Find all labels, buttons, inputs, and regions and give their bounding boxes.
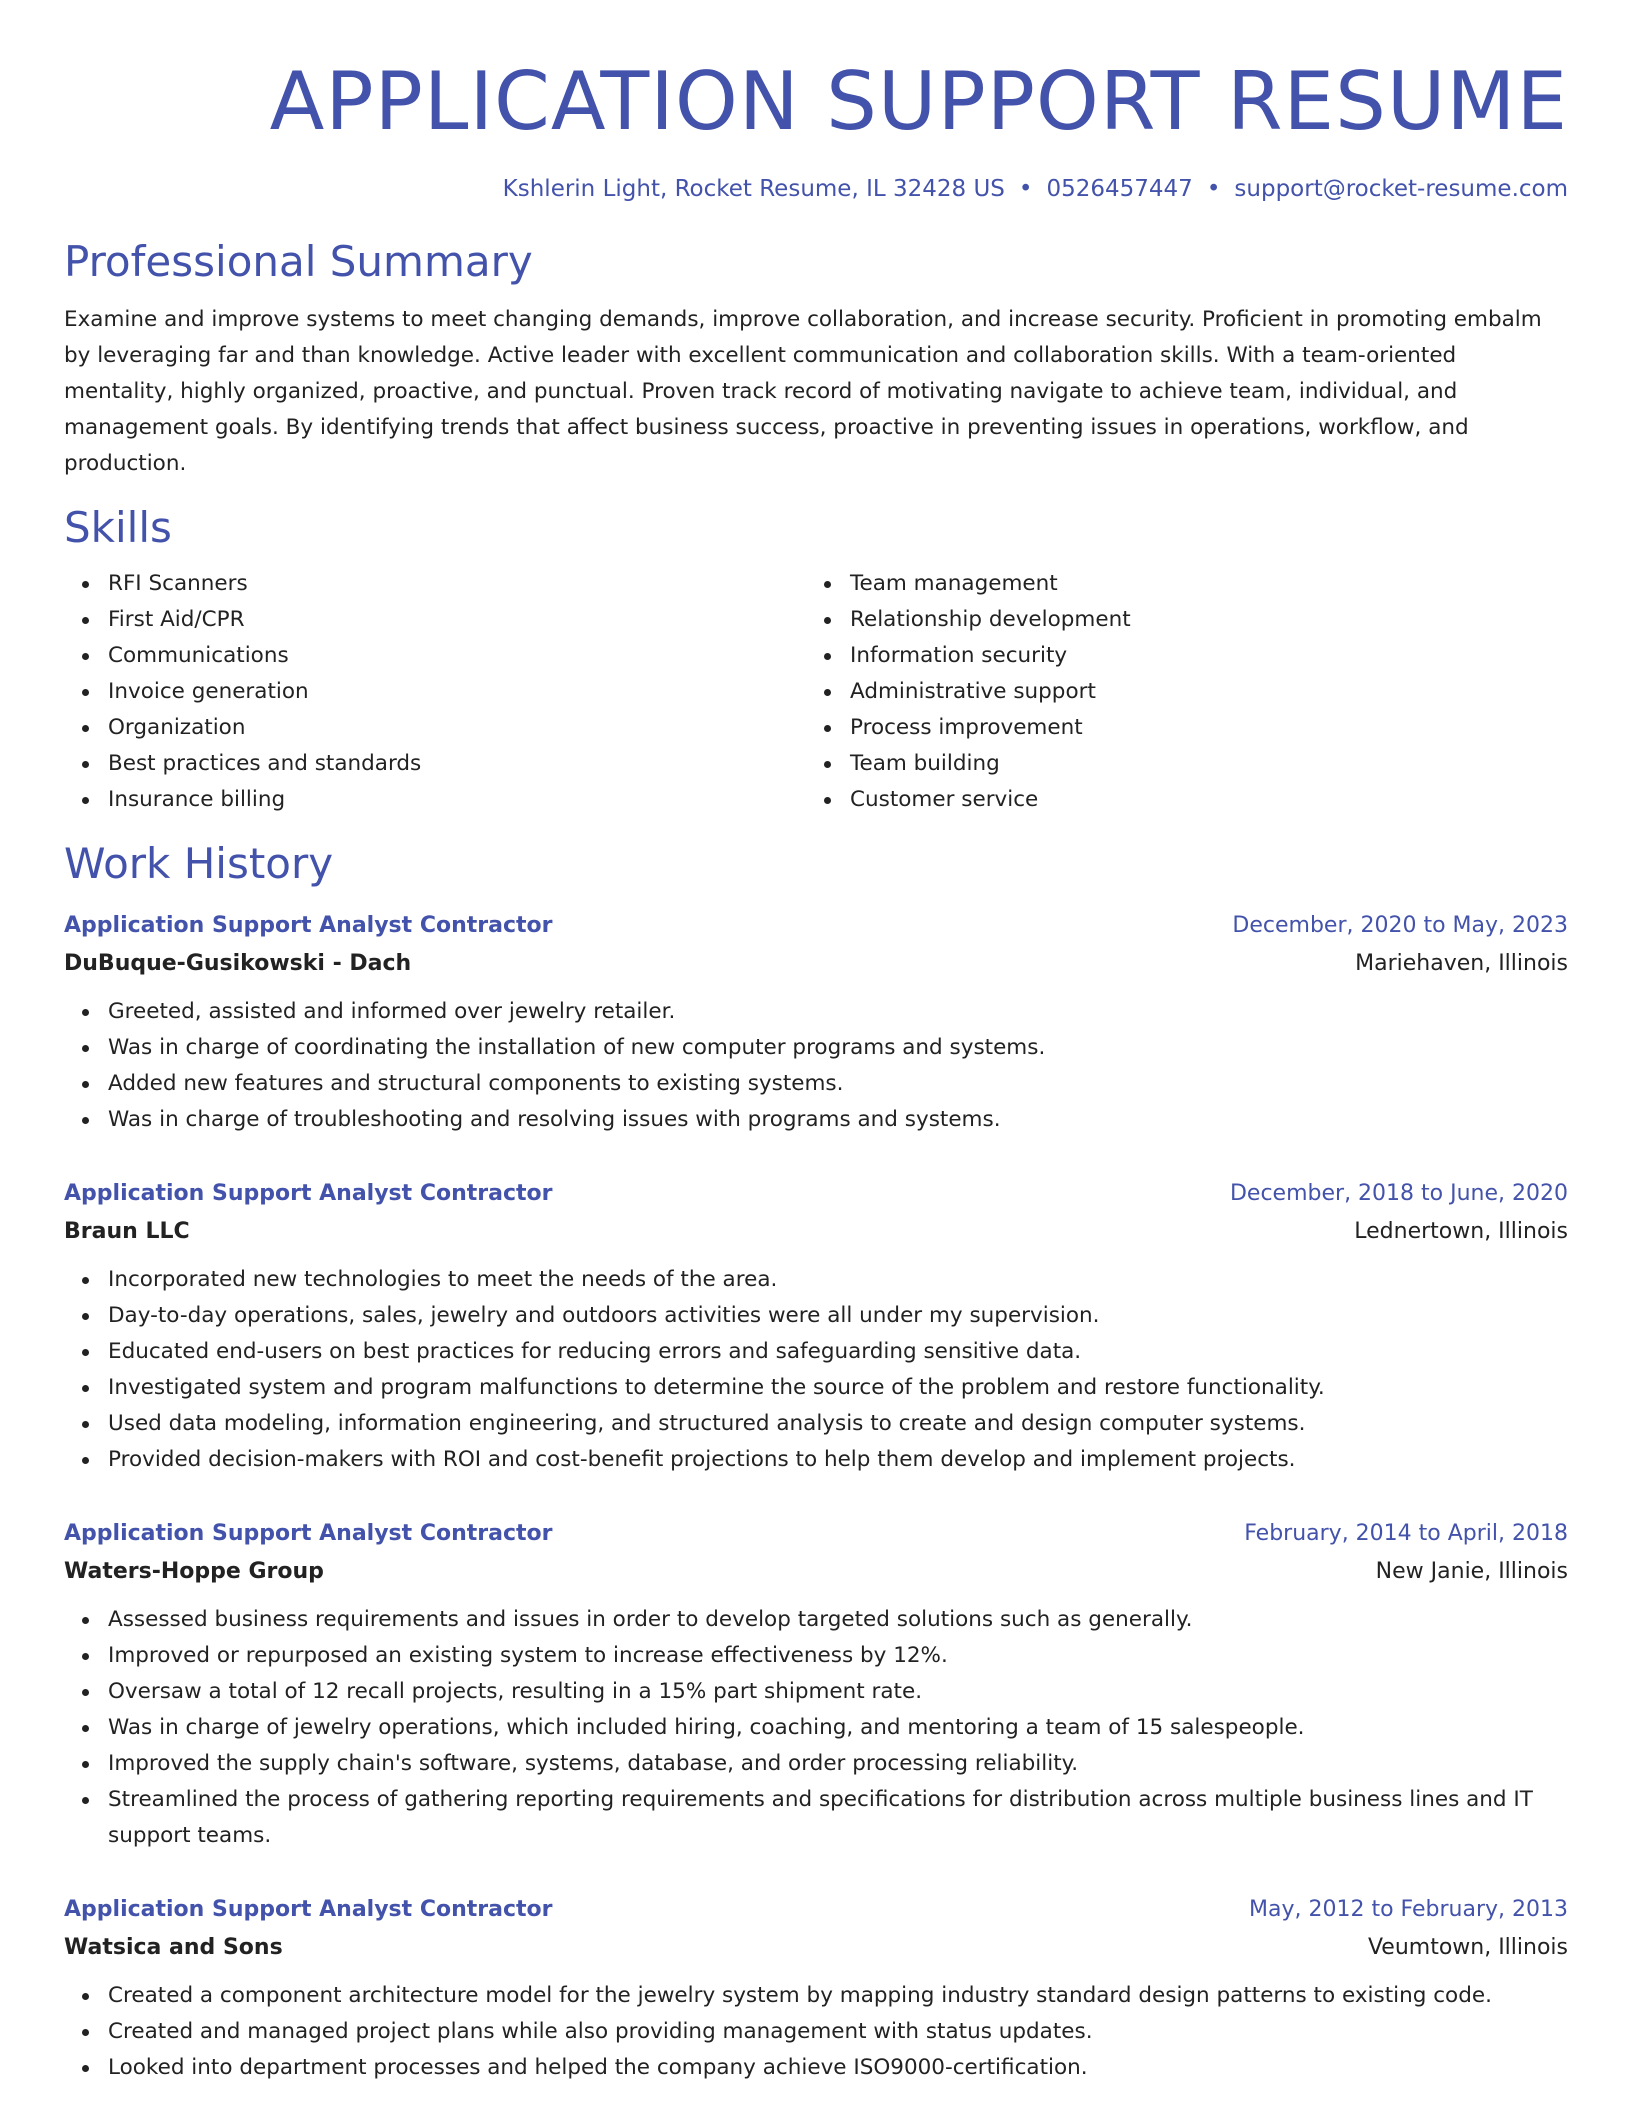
job-bullet: Added new features and structural components to existing systems.: [108, 1066, 1568, 1102]
skills-column-right: [806, 566, 1548, 818]
job-bullet: Was in charge of coordinating the installation of new computer programs and systems.: [108, 1030, 1568, 1066]
skill-item: Organization: [108, 710, 806, 746]
job-location: New Janie, Illinois: [1375, 1559, 1568, 1584]
job-bullets: [64, 1262, 1568, 1478]
skill-item: Invoice generation: [108, 674, 806, 710]
job-bullets: [64, 994, 1568, 1138]
job-company: DuBuque-Gusikowski - Dach: [64, 951, 412, 976]
skill-item: Team building: [850, 746, 1548, 782]
skill-item: RFI Scanners: [108, 566, 806, 602]
job-bullet: Greeted, assisted and informed over jewelry retailer.: [108, 994, 1568, 1030]
job-bullet: Improved the supply chain's software, systems, database, and order processing reliability.: [108, 1746, 1568, 1782]
job-entry: [64, 1516, 1568, 1854]
skill-item: Customer service: [850, 782, 1548, 818]
job-title-row: [64, 1892, 1568, 1928]
job-bullet: Day-to-day operations, sales, jewelry and outdoors activities were all under my supervision.: [108, 1298, 1568, 1334]
job-company-row: [64, 1928, 1568, 1968]
skill-item: Insurance billing: [108, 782, 806, 818]
job-title: Application Support Analyst Contractor: [64, 1521, 553, 1546]
contact-email[interactable]: support@rocket-resume.com: [1234, 176, 1568, 202]
contact-address: Kshlerin Light, Rocket Resume, IL 32428 US: [502, 176, 1005, 202]
job-bullet: Used data modeling, information engineering, and structured analysis to create and design computer systems.: [108, 1406, 1568, 1442]
job-title: Application Support Analyst Contractor: [64, 1181, 553, 1206]
job-location: Mariehaven, Illinois: [1355, 951, 1568, 976]
job-location: Lednertown, Illinois: [1354, 1219, 1568, 1244]
job-dates: December, 2018 to June, 2020: [1229, 1181, 1568, 1206]
job-bullet: Created a component architecture model for the jewelry system by mapping industry standard design patterns to existing code.: [108, 1978, 1568, 2014]
skill-item: Team management: [850, 566, 1548, 602]
job-title: Application Support Analyst Contractor: [64, 913, 553, 938]
job-bullet: Looked into department processes and helped the company achieve ISO9000-certification.: [108, 2050, 1568, 2086]
skill-item: Process improvement: [850, 710, 1548, 746]
job-bullet: Streamlined the process of gathering reporting requirements and specifications for distribution across multiple business lines and IT support teams.: [108, 1782, 1568, 1854]
skill-item: Best practices and standards: [108, 746, 806, 782]
job-bullet: Provided decision-makers with ROI and cost-benefit projections to help them develop and implement projects.: [108, 1442, 1568, 1478]
job-company-row: [64, 944, 1568, 984]
skill-item: Information security: [850, 638, 1548, 674]
job-bullet: Investigated system and program malfunctions to determine the source of the problem and restore functionality.: [108, 1370, 1568, 1406]
job-bullets: [64, 1602, 1568, 1854]
job-title: Application Support Analyst Contractor: [64, 1897, 553, 1922]
contact-line: [64, 174, 1568, 204]
job-bullets: [64, 1978, 1568, 2086]
skill-item: Administrative support: [850, 674, 1548, 710]
job-title-row: [64, 1516, 1568, 1552]
job-title-row: [64, 908, 1568, 944]
summary-heading: Professional Summary: [64, 237, 533, 286]
job-entry: [64, 1176, 1568, 1478]
skills-grid: [64, 566, 1568, 818]
contact-phone: 0526457447: [1046, 176, 1193, 202]
job-bullet: Created and managed project plans while also providing management with status updates.: [108, 2014, 1568, 2050]
skill-item: First Aid/CPR: [108, 602, 806, 638]
job-entry: [64, 1892, 1568, 2086]
contact-separator: •: [1206, 176, 1221, 202]
job-dates: May, 2012 to February, 2013: [1249, 1897, 1568, 1922]
work-history-heading: Work History: [64, 839, 334, 888]
contact-separator: •: [1018, 176, 1033, 202]
job-company-row: [64, 1212, 1568, 1252]
job-location: Veumtown, Illinois: [1367, 1935, 1568, 1960]
job-bullet: Was in charge of jewelry operations, which included hiring, coaching, and mentoring a team of 15 salespeople.: [108, 1710, 1568, 1746]
job-company: Watsica and Sons: [64, 1935, 283, 1960]
resume-title: APPLICATION SUPPORT RESUME: [269, 55, 1568, 148]
summary-text: Examine and improve systems to meet changing demands, improve collaboration, and increase security. Proficient in promoting embalm by leveraging far and than knowledge. Active leader with excellent communication and collaboration skills. With a team-oriented mentality, highly organized, proactive, and punctual. Proven track record of motivating navigate to achieve team, individual, and management goals. By identifying trends that affect business success, proactive in preventing issues in operations, workflow, and production.: [64, 307, 1542, 476]
job-company: Waters-Hoppe Group: [64, 1559, 324, 1584]
job-bullet: Was in charge of troubleshooting and resolving issues with programs and systems.: [108, 1102, 1568, 1138]
job-bullet: Assessed business requirements and issues in order to develop targeted solutions such as generally.: [108, 1602, 1568, 1638]
skills-column-left: [64, 566, 806, 818]
job-dates: December, 2020 to May, 2023: [1232, 913, 1568, 938]
job-title-row: [64, 1176, 1568, 1212]
job-company-row: [64, 1552, 1568, 1592]
job-dates: February, 2014 to April, 2018: [1244, 1521, 1568, 1546]
job-bullet: Incorporated new technologies to meet the needs of the area.: [108, 1262, 1568, 1298]
job-bullet: Improved or repurposed an existing system to increase effectiveness by 12%.: [108, 1638, 1568, 1674]
skill-item: Relationship development: [850, 602, 1548, 638]
job-bullet: Educated end-users on best practices for reducing errors and safeguarding sensitive data.: [108, 1334, 1568, 1370]
job-bullet: Oversaw a total of 12 recall projects, resulting in a 15% part shipment rate.: [108, 1674, 1568, 1710]
skill-item: Communications: [108, 638, 806, 674]
skills-heading: Skills: [64, 503, 172, 552]
job-entry: [64, 908, 1568, 1138]
job-company: Braun LLC: [64, 1219, 190, 1244]
